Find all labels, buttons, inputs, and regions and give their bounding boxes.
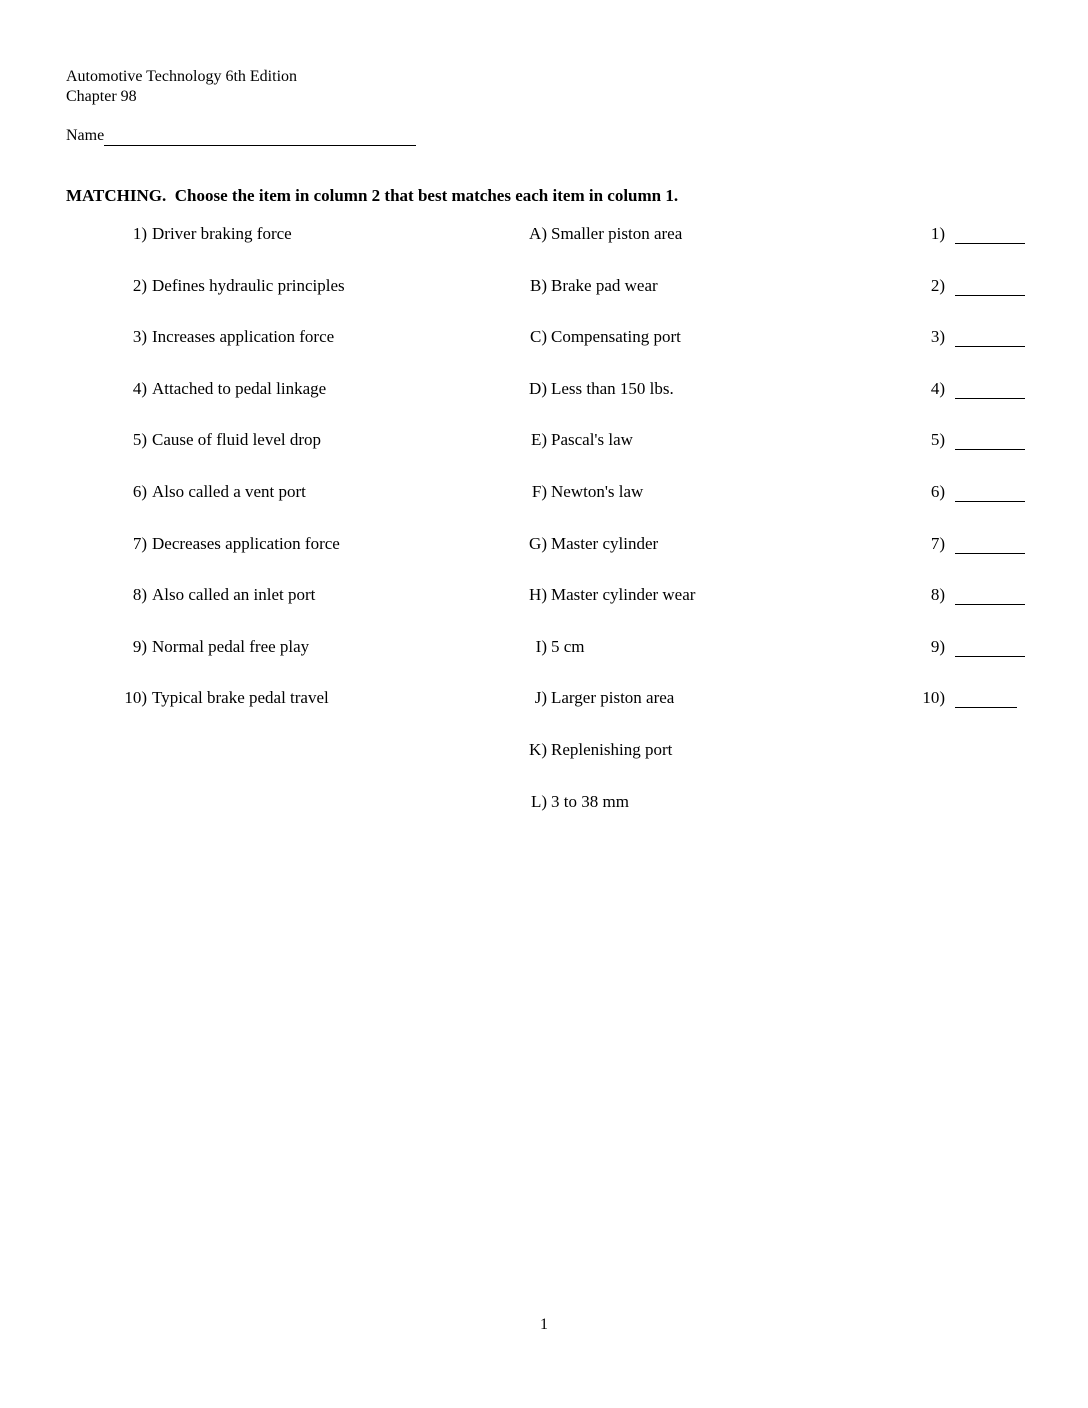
matching-row	[0, 737, 1088, 763]
premise-number: 7)	[132, 533, 147, 553]
answer-number: 5)	[930, 430, 945, 450]
matching-row	[0, 531, 1088, 557]
premise-text: Also called a vent port	[152, 482, 306, 501]
premise-text: Cause of fluid level drop	[152, 430, 322, 450]
chapter-label: Chapter 98	[66, 88, 137, 105]
answer-item	[900, 582, 1030, 608]
response-text: Pascal's law	[551, 430, 633, 450]
answer-item	[900, 221, 1030, 247]
answer-number: 10)	[922, 688, 945, 708]
name-label: Name	[66, 127, 105, 144]
response-letter: E)	[530, 430, 547, 450]
response-item	[500, 685, 800, 711]
matching-row	[0, 479, 1088, 505]
answer-blank[interactable]	[955, 533, 1025, 554]
response-text: Less than 150 lbs.	[551, 378, 674, 398]
premise-item	[100, 221, 440, 247]
response-letter: I)	[535, 636, 547, 656]
answer-item	[900, 427, 1030, 453]
response-item	[500, 221, 800, 247]
premise-item	[100, 582, 440, 608]
premise-number: 4)	[132, 378, 147, 398]
answer-blank[interactable]	[955, 584, 1025, 605]
answer-blank[interactable]	[955, 275, 1025, 296]
answer-item	[900, 273, 1030, 299]
response-letter: J)	[534, 688, 547, 708]
response-item	[500, 427, 800, 453]
answer-blank[interactable]	[955, 636, 1025, 657]
premise-text: Also called an inlet port	[152, 585, 316, 605]
answer-number: 3)	[930, 327, 945, 347]
matching-row	[0, 582, 1088, 608]
premise-number: 2)	[132, 275, 147, 295]
answer-number: 2)	[930, 275, 945, 295]
premise-item	[100, 376, 440, 402]
premise-number: 1)	[132, 224, 147, 243]
answer-item	[900, 324, 1030, 350]
response-letter: C)	[530, 327, 547, 347]
answer-number: 7)	[930, 533, 945, 553]
response-letter: D)	[529, 378, 547, 398]
matching-row	[0, 324, 1088, 350]
response-letter: B)	[530, 275, 547, 295]
premise-item	[100, 324, 440, 350]
premise-item	[100, 685, 440, 711]
premise-number: 10)	[124, 688, 147, 708]
premise-number: 9)	[132, 636, 147, 656]
answer-item	[900, 685, 1030, 711]
matching-row	[0, 789, 1088, 815]
response-item	[500, 789, 800, 815]
matching-row	[0, 427, 1088, 453]
matching-row	[0, 376, 1088, 402]
response-text: Smaller piston area	[551, 224, 683, 243]
answer-number: 4)	[930, 378, 945, 398]
premise-item	[100, 531, 440, 557]
name-field[interactable]	[104, 127, 416, 146]
premise-text: Decreases application force	[152, 533, 340, 553]
response-letter: F)	[531, 482, 547, 501]
premise-item	[100, 427, 440, 453]
answer-blank[interactable]	[955, 378, 1025, 399]
premise-number: 8)	[132, 585, 147, 605]
premise-text: Normal pedal free play	[152, 636, 310, 656]
answer-item	[900, 634, 1030, 660]
name-field-row	[66, 126, 416, 146]
answer-blank[interactable]	[955, 687, 1017, 708]
response-letter: G)	[529, 533, 547, 553]
response-text: Newton's law	[551, 482, 644, 501]
response-item	[500, 737, 800, 763]
response-text: Replenishing port	[551, 740, 673, 759]
response-letter: K)	[529, 740, 547, 759]
response-text: Master cylinder	[551, 533, 659, 553]
answer-number: 6)	[930, 482, 945, 501]
premise-item	[100, 273, 440, 299]
response-item	[500, 376, 800, 402]
response-letter: L)	[530, 791, 547, 811]
response-text: Larger piston area	[551, 688, 675, 708]
premise-item	[100, 634, 440, 660]
answer-item	[900, 479, 1030, 505]
response-item	[500, 324, 800, 350]
response-item	[500, 634, 800, 660]
response-letter: H)	[529, 585, 547, 605]
response-text: 3 to 38 mm	[551, 791, 629, 811]
answer-blank[interactable]	[955, 429, 1025, 450]
matching-instructions: MATCHING. Choose the item in column 2 that best matches each item in column 1.	[66, 186, 679, 205]
premise-text: Defines hydraulic principles	[152, 275, 345, 295]
answer-number: 1)	[930, 224, 945, 243]
document-title: Automotive Technology 6th Edition	[66, 68, 298, 85]
matching-row	[0, 634, 1088, 660]
response-item	[500, 273, 800, 299]
premise-number: 3)	[132, 327, 147, 347]
answer-blank[interactable]	[955, 326, 1025, 347]
premise-text: Driver braking force	[152, 224, 292, 243]
premise-number: 6)	[132, 482, 147, 501]
answer-blank[interactable]	[955, 223, 1025, 244]
answer-item	[900, 376, 1030, 402]
response-text: Master cylinder wear	[551, 585, 696, 605]
matching-row	[0, 273, 1088, 299]
response-text: 5 cm	[551, 636, 585, 656]
matching-row	[0, 685, 1088, 711]
answer-number: 8)	[930, 585, 945, 605]
answer-item	[900, 531, 1030, 557]
premise-number: 5)	[132, 430, 147, 450]
response-letter: A)	[529, 224, 547, 243]
response-item	[500, 479, 800, 505]
response-text: Brake pad wear	[551, 275, 658, 295]
response-text: Compensating port	[551, 327, 681, 347]
answer-number: 9)	[930, 636, 945, 656]
premise-text: Attached to pedal linkage	[152, 378, 327, 398]
matching-row	[0, 221, 1088, 247]
premise-text: Increases application force	[152, 327, 335, 347]
answer-blank[interactable]	[955, 481, 1025, 502]
response-item	[500, 531, 800, 557]
premise-text: Typical brake pedal travel	[152, 688, 329, 708]
page-number: 1	[540, 1316, 548, 1333]
premise-item	[100, 479, 440, 505]
response-item	[500, 582, 800, 608]
